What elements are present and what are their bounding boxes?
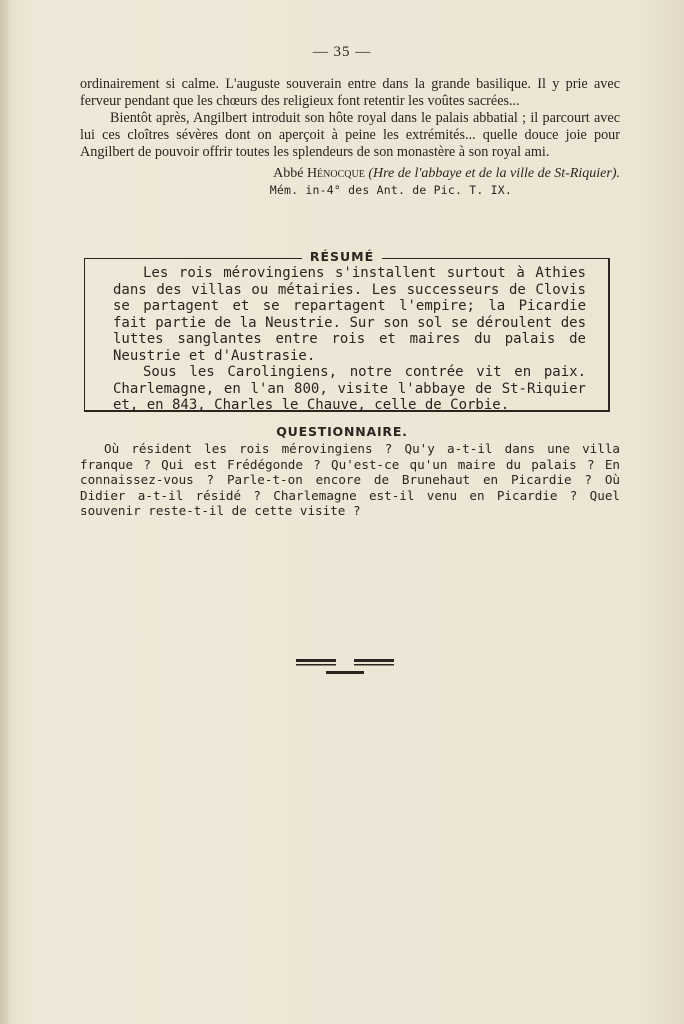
resume-box: [84, 258, 610, 412]
questionnaire-heading: QUESTIONNAIRE.: [276, 424, 408, 439]
resume-heading: [0, 249, 684, 264]
tailpiece-ornament-icon: [296, 657, 394, 681]
paragraph-continued: ordinairement si calme. L'auguste souverain entre dans la grande basilique. Il y prie avec ferveur pendant que les chœurs des religieux font retentir les voûtes sacrées...: [80, 76, 620, 109]
resume-paragraph-carolingiens: Sous les Carolingiens, notre contrée vit en paix. Charlemagne, en l'an 800, visite l'abbaye de St-Riquier et, en 843, Charles le Chauve, celle de Corbie.: [113, 364, 586, 413]
citation-memoire: Mém. in-4° des Ant. de Pic. T. IX.: [269, 183, 512, 197]
citation-author-name: Hénocque: [306, 166, 365, 181]
citation-work: (Hre de l'abbaye et de la ville de St-Riquier).: [368, 166, 620, 181]
citation: [80, 165, 620, 182]
citation-author-prefix: Abbé: [273, 166, 304, 181]
page-gutter-shadow: [0, 0, 10, 1024]
resume-title: RÉSUMÉ: [302, 249, 382, 264]
questionnaire-text: Où résident les rois mérovingiens ? Qu'y a-t-il dans une villa franque ? Qui est Frédégonde ? Qu'est-ce qu'un maire du palais ? En connaissez-vous ? Parle-t-on encore de Brunehaut en Picardie ? Où Didier a-t-il résidé ? Charlemagne est-il venu en Picardie ? Quel souvenir reste-t-il de cette visite ?: [80, 441, 620, 518]
page-number: — 35 —: [312, 44, 372, 60]
resume-text: [113, 265, 586, 414]
main-text: [80, 76, 620, 199]
paragraph-angilbert: Bientôt après, Angilbert introduit son hôte royal dans le palais abbatial ; il parcourt avec lui ces cloîtres sévères dont on aperçoit à peine les extrémités... quelle douce joie pour Angilbert de pouvoir offrir toutes les splendeurs de son monastère à son royal ami.: [80, 110, 620, 160]
resume-paragraph-merovingiens: Les rois mérovingiens s'installent surtout à Athies dans des villas ou métairies. Les successeurs de Clovis se partagent et se repartagent l'empire; la Picardie fait partie de la Neustrie. Sur son sol se déroulent des luttes sanglantes entre rois et maires du palais de Neustrie et d'Austrasie.: [113, 265, 586, 364]
